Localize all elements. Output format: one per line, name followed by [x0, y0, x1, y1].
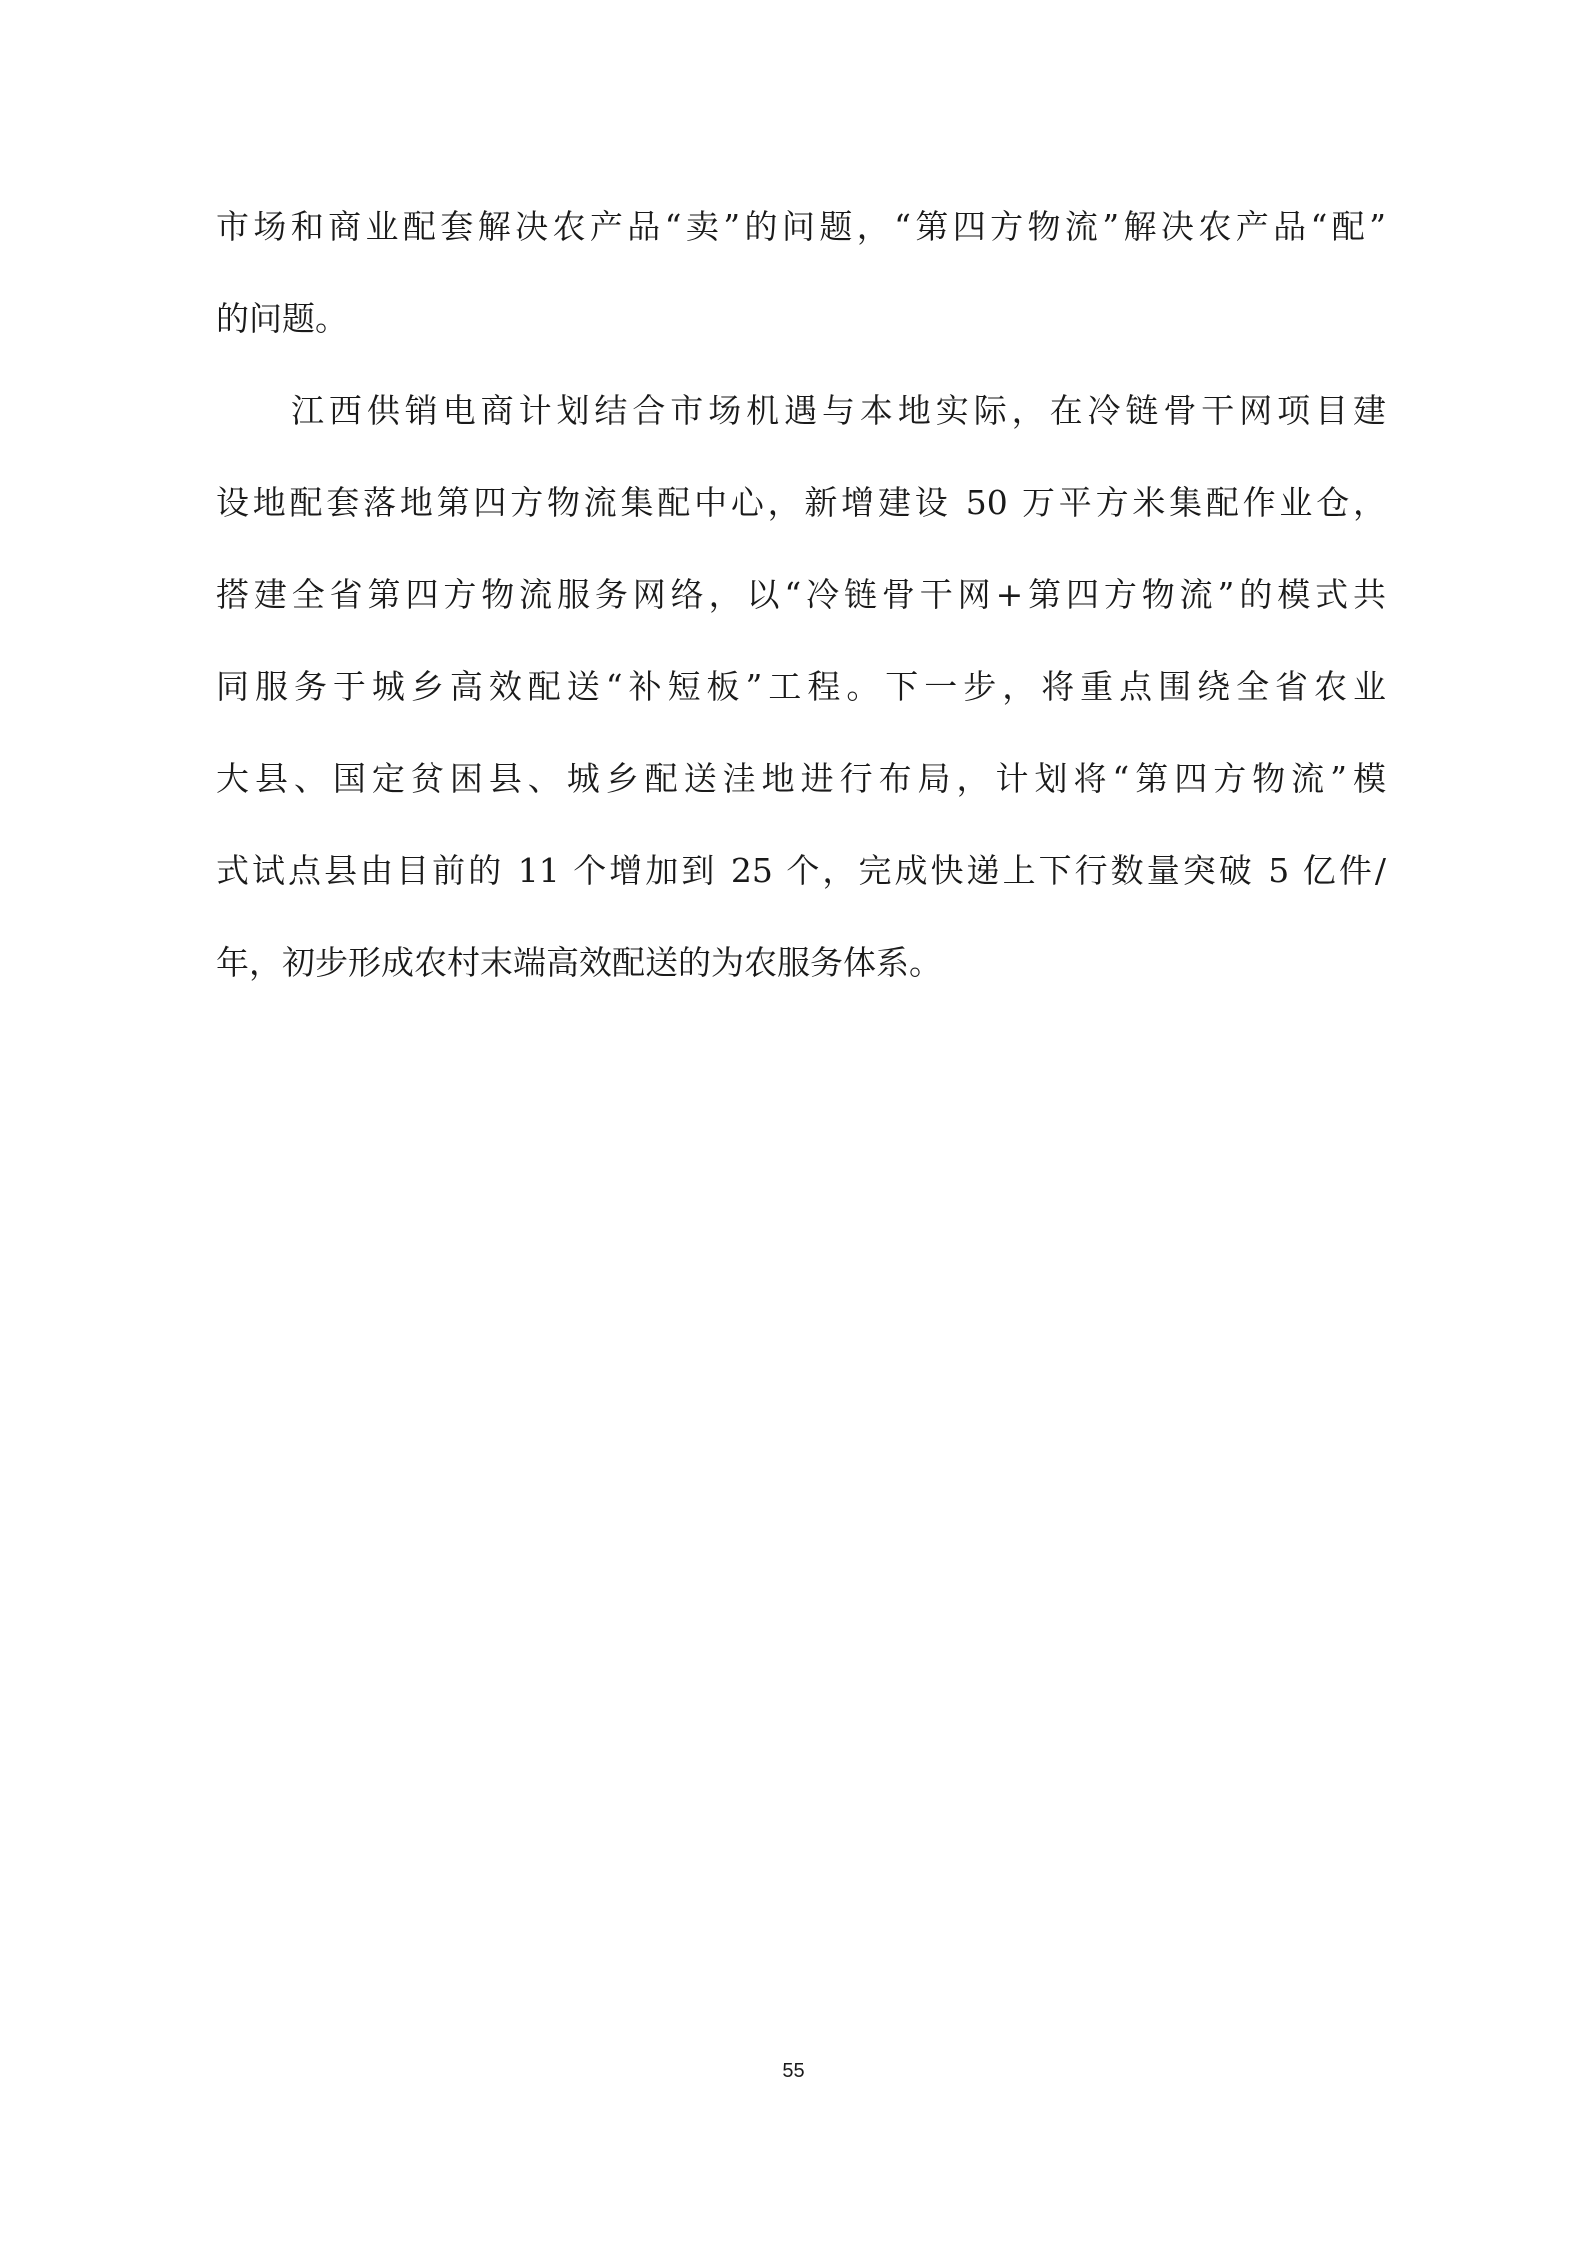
- paragraph-line: 同服务于城乡高效配送“补短板”工程。下一步，将重点围绕全省农业: [216, 667, 1386, 706]
- paragraph-line: 市场和商业配套解决农产品“卖”的问题，“第四方物流”解决农产品“配”: [216, 207, 1386, 246]
- paragraph-line: 的问题。: [216, 299, 348, 338]
- paragraph-line: 江西供销电商计划结合市场机遇与本地实际，在冷链骨干网项目建: [291, 391, 1386, 430]
- page-number: 55: [782, 2060, 805, 2082]
- paragraph-line: 式试点县由目前的 11 个增加到 25 个，完成快递上下行数量突破 5 亿件/: [216, 851, 1386, 890]
- paragraph-line: 设地配套落地第四方物流集配中心，新增建设 50 万平方米集配作业仓，: [216, 483, 1386, 522]
- paragraph-line: 年，初步形成农村末端高效配送的为农服务体系。: [216, 943, 942, 982]
- paragraph-line: 大县、国定贫困县、城乡配送洼地进行布局，计划将“第四方物流”模: [216, 759, 1386, 798]
- paragraph-line: 搭建全省第四方物流服务网络，以“冷链骨干网+第四方物流”的模式共: [216, 575, 1386, 614]
